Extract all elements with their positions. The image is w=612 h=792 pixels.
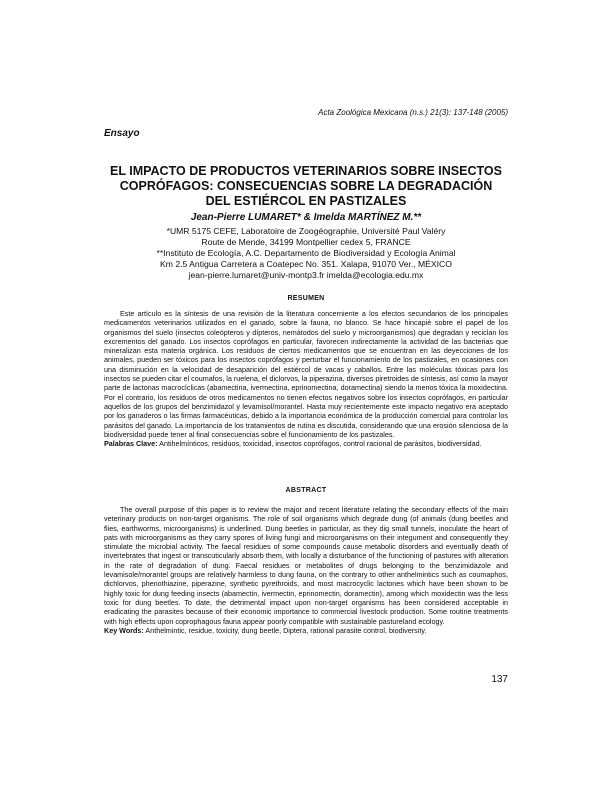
palabras-clave: Antihelmínticos, residuos, toxicidad, insectos coprófagos, control racional de parásitos, biodiversidad. bbox=[159, 439, 482, 449]
abstract-section bbox=[104, 505, 508, 681]
affiliation-line: Km 2.5 Antigua Carretera a Coatepec No. 351. Xalapa, 91070 Ver., MÉXICO bbox=[160, 259, 452, 269]
section-type: Ensayo bbox=[104, 128, 140, 139]
title-line: DEL ESTIÉRCOL EN PASTIZALES bbox=[205, 194, 407, 208]
abstract-heading: ABSTRACT bbox=[285, 487, 327, 494]
affiliation-line: **Instituto de Ecología, A.C. Departamento de Biodiversidad y Ecología Animal bbox=[156, 248, 456, 258]
palabras-clave-label: Palabras Clave: bbox=[104, 439, 158, 449]
title-line: COPRÓFAGOS: CONSECUENCIAS SOBRE LA DEGRADACIÓN bbox=[119, 179, 493, 193]
title-line: EL IMPACTO DE PRODUCTOS VETERINARIOS SOBRE INSECTOS bbox=[110, 164, 502, 178]
resumen-section bbox=[104, 309, 508, 479]
abstract-text: The overall purpose of this paper is to review the major and recent literature relating the secondary effects of the main veterinary products on non-target organisms. The role of soil organisms which degrade dung (of animals (dung beetles and flies, earthworms, microorganisms) is underlined. Dung beetles in particular, as they dig small tunnels, inoculate the heart of pats with microorganisms as they carry spores of living fungi and microorganisms on their integument and consequently they stimulate the microbial activity. The faecal residues of some compounds cause metabolic disorders and eventually death of invertebrates that ingest or transcuticularly absorb them, with locally a disturbance of the functioning of pastures with alteration in the rate of degradation of dung. Faecal residues or metabolites of drugs belonging to the benzimidazole and levamisole/morantel groups are relatively harmless to dung fauna, on the contrary to other anthelmintics such as coumaphos, dichlorvos, phenothiazine, piperazine, synthetic pyrethroids, and most macrocyclic lactones which have been shown to be highly toxic for dung feeding insects (abamectin, ivermectin, eprinomectin, doramectin), among which moxidectin was the less toxic for dung beetles. To date, the detrimental impact upon non-target organisms has been considered acceptable in eradicating the parasites because of their economic importance to commercial livestock production. Some routine treatments with high effects upon coprophagous fauna appear poorly compatible with sustainable pastureland ecology. bbox=[104, 505, 508, 626]
page-number: 137 bbox=[491, 674, 508, 685]
journal-citation: Acta Zoológica Mexicana (n.s.) 21(3): 137-148 (2005) bbox=[318, 108, 508, 117]
author-emails: jean-pierre.lumaret@univ-montp3.fr imelda@ecologia.edu.mx bbox=[188, 270, 424, 280]
resumen-text: Este artículo es la síntesis de una revisión de la literatura concerniente a los efectos secundarios de los principales medicamentos veterinarios utilizados en el ganado, sobre la fauna, no blanco. Se hace hincapié sobre el papel de los organismos del suelo (insectos coleópteros y dípteros, nemátodos del suelo y microorganismos) que degradan y reciclan los excrementos del ganado. Los insectos coprófagos en particular, favorecen indirectamente la actividad de las bacterias que mineralizan esta materia orgánica. Los residuos de ciertos medicamentos que se encuentran en las deyecciones de los animales, pueden ser tóxicos para los insectos coprófagos y perturbar el funcionamiento de los pastizales, en ocasiones con una disminución en la velocidad de desaparición del estiércol de vacas y caballos. Entre las moléculas tóxicas para los insectos se pueden citar el coumafos, la ruelena, el diclorvos, la piperazina, diversos piretroides de síntesis, así como la mayor parte de lactonas macrocíclicas (abamectina, ivermectina, eprinomectina, doramectina) siendo la menos tóxica la moxidectina. Por el contrario, los residuos de otros medicamentos no tienen efectos negativos sobre los insectos coprófagos, en particular aquellos de los grupos del benzimidazol y levamisol/morantel. Hasta muy recientemente este impacto negativo era aceptado por los ganaderos o las firmas farmacéuticas, debido a la importancia económica de la producción comercial para controlar los parásitos del ganado. La importancia de los tratamientos de rutina es discutida, considerando que una erosión silenciosa de la biodiversidad puede tener al final consecuencias sobre el funcionamiento de los pastizales. bbox=[104, 309, 508, 439]
author-list: Jean-Pierre LUMARET* & Imelda MARTÍNEZ M.** bbox=[190, 212, 422, 223]
key-words: Anthelmintic, residue, toxicity, dung beetle, Diptera, rational parasite control, biodiversity. bbox=[145, 625, 427, 635]
key-words-label: Key Words: bbox=[104, 625, 144, 635]
article-title bbox=[100, 164, 512, 209]
resumen-heading: RESUMEN bbox=[287, 295, 325, 302]
affiliation-line: *UMR 5175 CEFE, Laboratoire de Zoogéographie, Université Paul Valéry bbox=[166, 226, 446, 236]
affiliation-line: Route de Mende, 34199 Montpellier cedex 5, FRANCE bbox=[201, 237, 411, 247]
affiliations bbox=[100, 226, 512, 281]
